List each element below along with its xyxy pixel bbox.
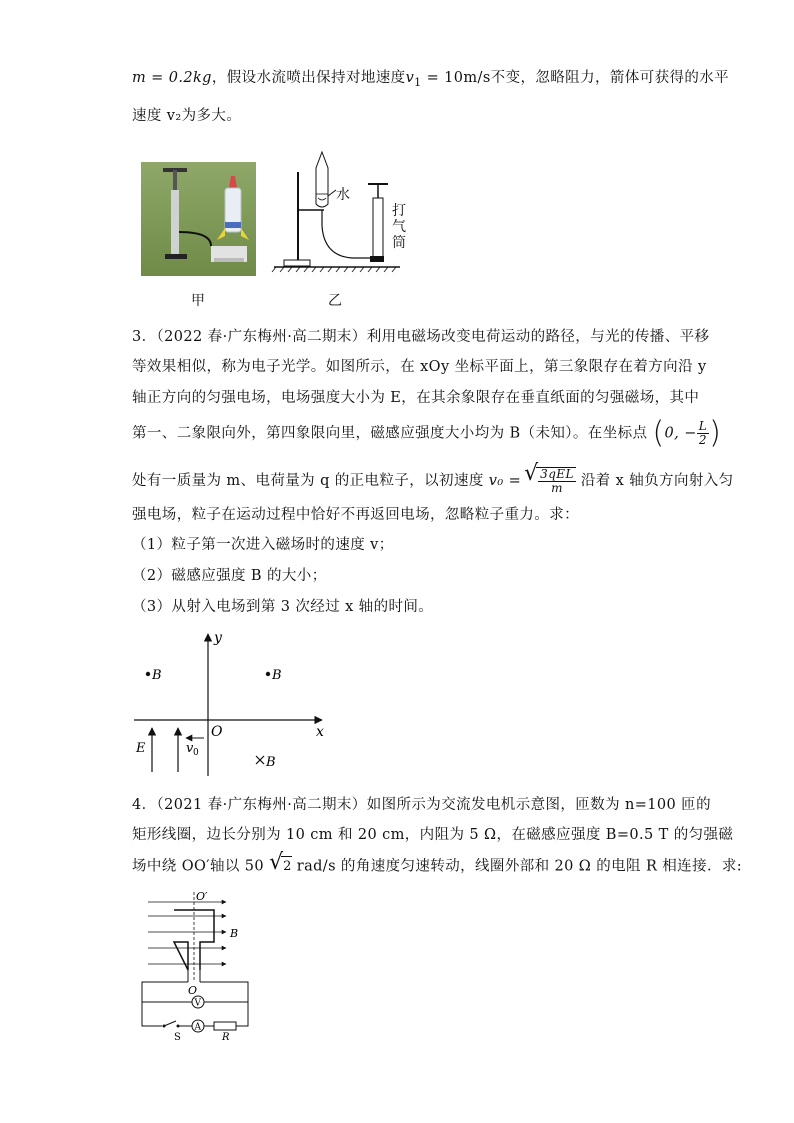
- caption-jia: 甲: [191, 293, 205, 309]
- q4-line-2: 矩形线圈，边长分别为 10 cm 和 20 cm，内阻为 5 Ω，在磁感应强度 B=0.5 T 的匀强磁: [132, 827, 734, 843]
- q4-line-1: 4．（2021 春·广东梅州·高二期末）如图所示为交流发电机示意图，匝数为 n=100 匝的: [132, 797, 711, 813]
- q2-line-1: [132, 68, 729, 93]
- field-b-label: B: [230, 927, 239, 940]
- resistor: [214, 1022, 236, 1030]
- q2-text: ，假设水流喷出保持对地速度: [211, 70, 406, 86]
- sqrt-2: [281, 856, 292, 877]
- b-out-dot-2: [266, 672, 270, 676]
- water-label: 水: [336, 187, 350, 203]
- q4-line-3: [132, 856, 742, 877]
- v1-symbol: v: [405, 70, 415, 86]
- v0-sqrt: [536, 467, 576, 495]
- b-in-label: B: [266, 755, 276, 770]
- q2-line-2: 速度 v₂为多大。: [132, 108, 242, 124]
- q4-line-3-text-2: rad/s 的角速度匀速转动，线圈外部和 20 Ω 的电阻 R 相连接．求:: [291, 858, 743, 875]
- q3-line-3: 轴正方向的匀强电场，电场强度大小为 E，在其余象限存在垂直纸面的匀强磁场，其中: [132, 390, 700, 406]
- q3-sub-2: （2）磁感应强度 B 的大小；: [132, 568, 327, 584]
- ammeter-label: A: [194, 1022, 201, 1033]
- y-axis-label: y: [214, 630, 222, 646]
- q3-line-6: 强电场，粒子在运动过程中恰好不再返回电场，忽略粒子重力。求：: [132, 507, 579, 523]
- q3-sub-3: （3）从射入电场到第 3 次经过 x 轴的时间。: [132, 599, 434, 615]
- generator-diagram: [138, 890, 268, 1043]
- pump-label-char: 打: [392, 203, 406, 219]
- point-fraction: [697, 420, 709, 447]
- q4-line-3-text: 场中绕 OO′轴以 50: [132, 858, 265, 875]
- q3-line-4: [132, 415, 722, 451]
- v0-symbol: v: [186, 741, 194, 756]
- v1-value: = 10m/s: [421, 70, 491, 86]
- origin-label: O: [211, 724, 223, 740]
- point-fraction-den: 2: [698, 433, 707, 447]
- v0-fraction-num: √ 3qEL: [540, 467, 574, 481]
- left-paren: (: [652, 415, 665, 451]
- v0-subscript: 0: [193, 748, 199, 758]
- pump-label-char: 气: [392, 219, 406, 235]
- e-field-label: E: [136, 741, 146, 756]
- q3-line-5-text-2: 沿着 x 轴负方向射入匀: [580, 473, 734, 489]
- q3-line-5-text: 处有一质量为 m、电荷量为 q 的正电粒子，以初速度: [132, 473, 484, 489]
- q3-line-4-text: 第一、二象限向外，第四象限向里，磁感应强度大小均为 B（未知）。在坐标点: [132, 425, 648, 442]
- rocket-launch-diagram: [272, 152, 402, 272]
- q3-sub-1: （1）粒子第一次进入磁场时的速度 v；: [132, 537, 394, 553]
- q3-line-5: [132, 467, 734, 495]
- v0-fraction-den: m: [551, 481, 563, 495]
- switch: [164, 1021, 176, 1026]
- pump-label-char: 筒: [392, 235, 406, 251]
- b-in-cross: [256, 756, 264, 764]
- point-fraction-num: L: [698, 419, 708, 433]
- q2-text-2: 不变，忽略阻力，箭体可获得的水平: [490, 70, 730, 86]
- sqrt-2-radicand: 2: [283, 859, 292, 874]
- v0-label: v₀ =: [488, 473, 522, 489]
- q3-field-diagram: [132, 628, 332, 778]
- voltmeter-label: V: [194, 998, 201, 1009]
- axis-top-label: O′: [196, 890, 208, 903]
- right-paren: ): [709, 415, 722, 451]
- axis-bottom-label: O: [188, 984, 198, 997]
- v0-fraction: [538, 468, 576, 495]
- switch-label: S: [174, 1032, 181, 1043]
- b-out-dot-1: [146, 672, 150, 676]
- mass-value: m = 0.2kg: [132, 70, 212, 86]
- q3-line-2: 等效果相似，称为电子光学。如图所示，在 xOy 坐标平面上，第三象限存在着方向沿 y: [132, 359, 707, 375]
- b-out-label-1: B: [152, 668, 162, 683]
- b-out-label-2: B: [272, 668, 282, 683]
- caption-yi: 乙: [328, 293, 342, 309]
- x-axis-label: x: [316, 724, 324, 740]
- v1-subscript: 1: [414, 75, 422, 89]
- point-x: 0, −: [664, 425, 697, 442]
- rocket-photo: [141, 162, 256, 276]
- resistor-label: R: [222, 1032, 230, 1043]
- pump-label: [392, 203, 406, 251]
- q3-line-1: 3．（2022 春·广东梅州·高二期末）利用电磁场改变电荷运动的路径，与光的传播、平移: [132, 329, 710, 345]
